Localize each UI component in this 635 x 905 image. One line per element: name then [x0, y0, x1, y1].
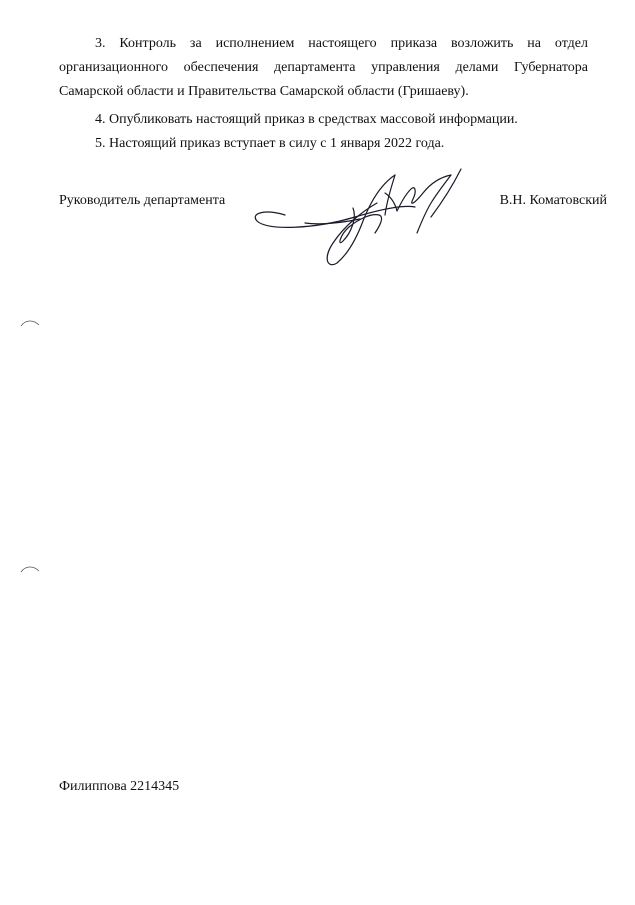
executor-contact: Филиппова 2214345 — [59, 779, 180, 794]
paragraph-5: 5. Настоящий приказ вступает в силу с 1 января 2022 года. — [95, 136, 445, 151]
signer-title: Руководитель департамента — [59, 193, 226, 208]
signer-name: В.Н. Коматовский — [499, 193, 607, 208]
punch-hole-mark — [20, 318, 40, 328]
handwritten-signature — [245, 163, 475, 268]
punch-hole-mark — [20, 564, 40, 574]
paragraph-3: 3. Контроль за исполнением настоящего приказа возложить на отдел организационного обеспечения департамента управления делами Губернатора Самарской области и Правительства Самарской области (Гришаеву). — [59, 36, 588, 99]
paragraph-4: 4. Опубликовать настоящий приказ в средствах массовой информации. — [95, 112, 518, 127]
